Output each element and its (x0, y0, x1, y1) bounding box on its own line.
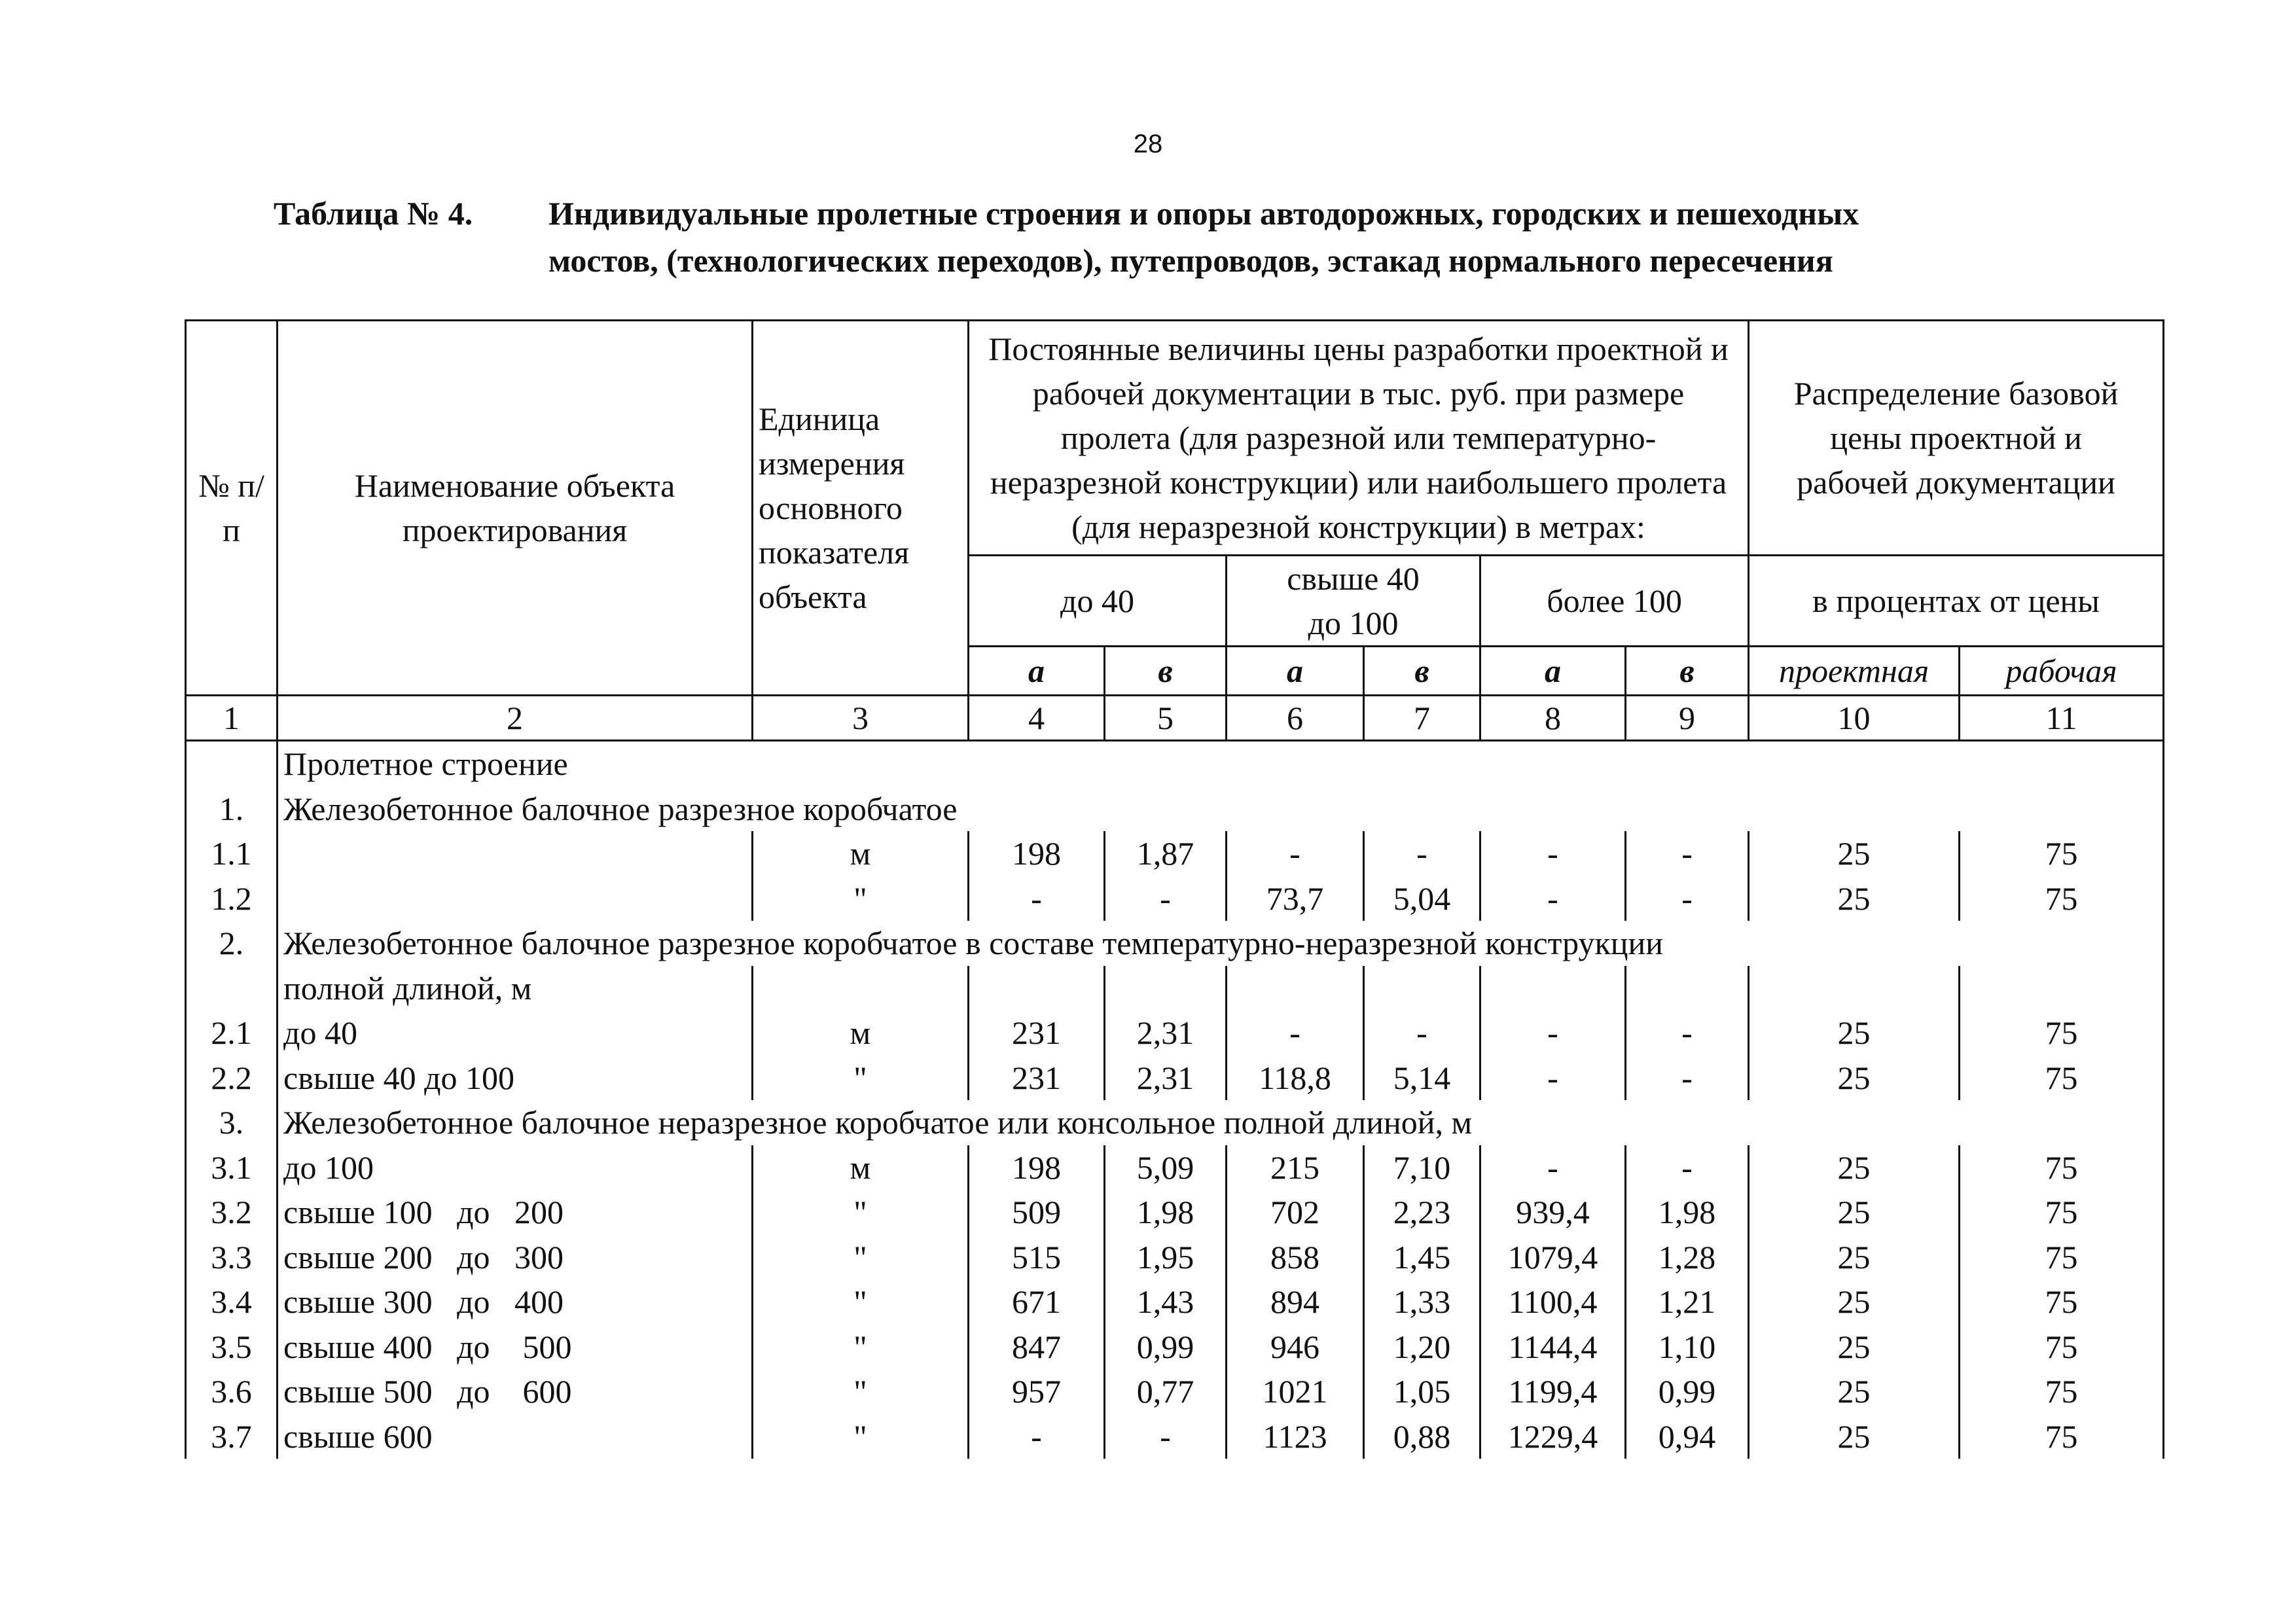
cell: 957 (969, 1369, 1105, 1414)
row-name: свыше 100 до 200 (278, 1190, 753, 1235)
row-num: 3.6 (186, 1369, 278, 1414)
table-row (186, 1190, 2164, 1235)
cell: - (969, 876, 1105, 921)
table-caption-line: Индивидуальные пролетные строения и опоры автодорожных, городских и пешеходных (548, 195, 1859, 232)
column-number: 9 (1626, 696, 1749, 741)
cell: 1,95 (1105, 1235, 1227, 1280)
row-num: 3.1 (186, 1145, 278, 1190)
cell: 75 (1960, 831, 2164, 876)
header-span-40-100-line2: до 100 (1308, 605, 1399, 641)
row-num: 3.2 (186, 1190, 278, 1235)
cell: 231 (969, 1056, 1105, 1101)
row-name: свыше 40 до 100 (278, 1056, 753, 1101)
row-name: свыше 300 до 400 (278, 1279, 753, 1325)
row-num: 3.3 (186, 1235, 278, 1280)
header-percent: в процентах от цены (1749, 556, 2164, 647)
row-name: до 40 (278, 1010, 753, 1056)
cell: - (1626, 1056, 1749, 1101)
table-row (186, 1145, 2164, 1190)
header-prices: Постоянные величины цены разработки проектной и рабочей документации в тыс. руб. при размере пролета (для разрезной или температурно-неразрезной конструкции) или наибольшего пролета (для неразрезной конструкции) в метрах: (969, 321, 1749, 556)
cell: 75 (1960, 1325, 2164, 1370)
row-name: до 100 (278, 1145, 753, 1190)
row-name: свыше 200 до 300 (278, 1235, 753, 1280)
row-num: 3.5 (186, 1325, 278, 1370)
cell: 7,10 (1364, 1145, 1480, 1190)
group-row (186, 787, 2164, 832)
cell: 5,04 (1364, 876, 1480, 921)
row-unit: " (753, 1325, 969, 1370)
cell: 25 (1749, 1369, 1960, 1414)
header-design: проектная (1749, 647, 1960, 696)
cell: 1,43 (1105, 1279, 1227, 1325)
column-number: 8 (1480, 696, 1626, 741)
cell: 1,10 (1626, 1325, 1749, 1370)
cell: 231 (969, 1010, 1105, 1056)
column-number: 1 (186, 696, 278, 741)
table-row (186, 876, 2164, 921)
row-num: 2.1 (186, 1010, 278, 1056)
cell: 2,31 (1105, 1056, 1227, 1101)
column-numbers-row (186, 696, 2164, 741)
header-v: в (1364, 647, 1480, 696)
row-unit: м (753, 1145, 969, 1190)
cell: 1,05 (1364, 1369, 1480, 1414)
cell: 1229,4 (1480, 1414, 1626, 1459)
row-unit: " (753, 1414, 969, 1459)
cell: - (1626, 1010, 1749, 1056)
cell: 75 (1960, 1235, 2164, 1280)
cell: 1100,4 (1480, 1279, 1626, 1325)
table-row (186, 1414, 2164, 1459)
header-num: № п/п (186, 321, 278, 696)
page-number: 28 (1133, 130, 1163, 158)
column-number: 5 (1105, 696, 1227, 741)
cell: 1,20 (1364, 1325, 1480, 1370)
cell: - (1364, 831, 1480, 876)
row-num: 3. (186, 1100, 278, 1145)
cell: 75 (1960, 1369, 2164, 1414)
group-row (186, 1100, 2164, 1145)
group-title: Железобетонное балочное разрезное коробчатое в составе температурно-неразрезной конструкции (278, 921, 2164, 966)
header-v: в (1626, 647, 1749, 696)
group-title-continued: полной длиной, м (278, 966, 753, 1011)
cell: - (1480, 831, 1626, 876)
row-num: 1.2 (186, 876, 278, 921)
cell: 215 (1227, 1145, 1364, 1190)
cell: 946 (1227, 1325, 1364, 1370)
header-span-40-100-line1: свыше 40 (1287, 560, 1420, 597)
cell: - (1626, 876, 1749, 921)
cell: 198 (969, 1145, 1105, 1190)
cell: 0,94 (1626, 1414, 1749, 1459)
row-name: свыше 500 до 600 (278, 1369, 753, 1414)
cell: - (1480, 1145, 1626, 1190)
cell: 75 (1960, 1279, 2164, 1325)
cell: 0,99 (1626, 1369, 1749, 1414)
cell: - (1105, 1414, 1227, 1459)
cell: 1199,4 (1480, 1369, 1626, 1414)
cell: 75 (1960, 1414, 2164, 1459)
header-span-over100: более 100 (1480, 556, 1749, 647)
row-name: свыше 600 (278, 1414, 753, 1459)
cell: 1123 (1227, 1414, 1364, 1459)
cell: 939,4 (1480, 1190, 1626, 1235)
header-a: а (1227, 647, 1364, 696)
cell: - (1364, 1010, 1480, 1056)
row-unit: " (753, 1235, 969, 1280)
group-row (186, 921, 2164, 966)
cell: 25 (1749, 1279, 1960, 1325)
cell: 1,21 (1626, 1279, 1749, 1325)
row-num: 2. (186, 921, 278, 966)
cell: 25 (1749, 1010, 1960, 1056)
column-number: 2 (278, 696, 753, 741)
header-a: а (1480, 647, 1626, 696)
row-unit: " (753, 1369, 969, 1414)
header-working: рабочая (1960, 647, 2164, 696)
column-number: 7 (1364, 696, 1480, 741)
cell: 25 (1749, 876, 1960, 921)
row-name (278, 831, 753, 876)
cell: 1,45 (1364, 1235, 1480, 1280)
cell: - (1480, 876, 1626, 921)
table-row (186, 1279, 2164, 1325)
column-number: 10 (1749, 696, 1960, 741)
cell: 1079,4 (1480, 1235, 1626, 1280)
cell: 0,88 (1364, 1414, 1480, 1459)
cell: 1,98 (1626, 1190, 1749, 1235)
cell: 2,23 (1364, 1190, 1480, 1235)
cell: 5,14 (1364, 1056, 1480, 1101)
row-name: свыше 400 до 500 (278, 1325, 753, 1370)
table-row (186, 831, 2164, 876)
row-unit: " (753, 1056, 969, 1101)
row-unit: м (753, 831, 969, 876)
header-span-40-100 (1227, 556, 1480, 647)
row-name (278, 876, 753, 921)
group-row-continuation (186, 966, 2164, 1011)
cell: - (969, 1414, 1105, 1459)
cell: - (1227, 831, 1364, 876)
row-num: 1. (186, 787, 278, 832)
cell: 894 (1227, 1279, 1364, 1325)
cell: 515 (969, 1235, 1105, 1280)
table-row (186, 1369, 2164, 1414)
row-unit: м (753, 1010, 969, 1056)
cell: 509 (969, 1190, 1105, 1235)
header-distribution: Распределение базовой цены проектной и рабочей документации (1749, 321, 2164, 556)
group-title: Железобетонное балочное разрезное коробчатое (278, 787, 2164, 832)
header-span-up40: до 40 (969, 556, 1227, 647)
row-num: 2.2 (186, 1056, 278, 1101)
cell: 671 (969, 1279, 1105, 1325)
column-number: 4 (969, 696, 1105, 741)
cell: 25 (1749, 1145, 1960, 1190)
column-number: 3 (753, 696, 969, 741)
table-row (186, 1056, 2164, 1101)
cell: 25 (1749, 1414, 1960, 1459)
row-num: 3.4 (186, 1279, 278, 1325)
cell: 1,87 (1105, 831, 1227, 876)
cell: - (1626, 831, 1749, 876)
cell: 0,99 (1105, 1325, 1227, 1370)
column-number: 6 (1227, 696, 1364, 741)
cell: 1144,4 (1480, 1325, 1626, 1370)
row-unit: " (753, 876, 969, 921)
section-row (186, 741, 2164, 787)
table-caption-line: мостов, (технологических переходов), путепроводов, эстакад нормального пересечения (548, 242, 1833, 279)
row-unit: " (753, 1279, 969, 1325)
cell: 73,7 (1227, 876, 1364, 921)
cell: 75 (1960, 876, 2164, 921)
row-num: 1.1 (186, 831, 278, 876)
cell: 1,98 (1105, 1190, 1227, 1235)
cell: 25 (1749, 831, 1960, 876)
section-title: Пролетное строение (278, 741, 2164, 787)
cell: 75 (1960, 1190, 2164, 1235)
cell: - (1227, 1010, 1364, 1056)
cell: - (1105, 876, 1227, 921)
cell: - (1626, 1145, 1749, 1190)
table-row (186, 1010, 2164, 1056)
group-title: Железобетонное балочное неразрезное коробчатое или консольное полной длиной, м (278, 1100, 2164, 1145)
cell: 25 (1749, 1190, 1960, 1235)
row-num: 3.7 (186, 1414, 278, 1459)
cell: 1021 (1227, 1369, 1364, 1414)
cell: - (1480, 1056, 1626, 1101)
cell: 5,09 (1105, 1145, 1227, 1190)
price-table (185, 319, 2164, 1459)
column-number: 11 (1960, 696, 2164, 741)
cell: 25 (1749, 1325, 1960, 1370)
table-row (186, 1235, 2164, 1280)
cell: 702 (1227, 1190, 1364, 1235)
cell: 25 (1749, 1235, 1960, 1280)
row-unit: " (753, 1190, 969, 1235)
cell: 858 (1227, 1235, 1364, 1280)
cell: 118,8 (1227, 1056, 1364, 1101)
cell: 847 (969, 1325, 1105, 1370)
cell: 25 (1749, 1056, 1960, 1101)
cell: 0,77 (1105, 1369, 1227, 1414)
header-name: Наименование объекта проектирования (278, 321, 753, 696)
cell: 2,31 (1105, 1010, 1227, 1056)
cell: 198 (969, 831, 1105, 876)
cell: 75 (1960, 1010, 2164, 1056)
header-v: в (1105, 647, 1227, 696)
table-caption-label: Таблица № 4. (274, 195, 473, 232)
header-a: а (969, 647, 1105, 696)
cell: 75 (1960, 1145, 2164, 1190)
cell: 1,33 (1364, 1279, 1480, 1325)
cell: - (1480, 1010, 1626, 1056)
cell: 1,28 (1626, 1235, 1749, 1280)
cell: 75 (1960, 1056, 2164, 1101)
table-row (186, 1325, 2164, 1370)
table-caption-text (548, 190, 2159, 284)
header-unit: Единица измерения основного показателя объекта (753, 321, 969, 696)
